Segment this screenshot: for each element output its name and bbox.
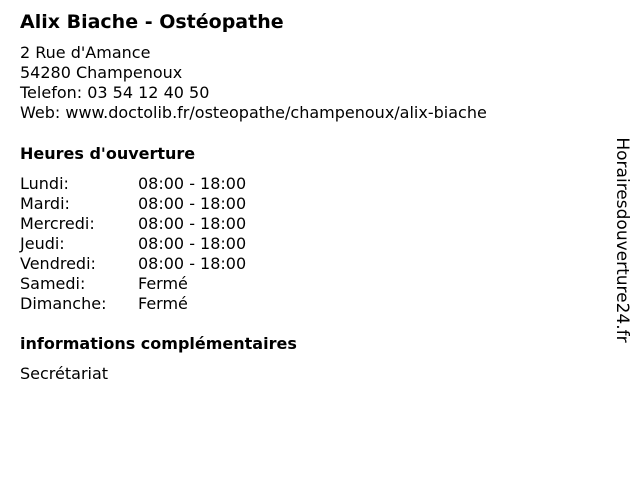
hours-row-wednesday [20,214,246,234]
day-label: Vendredi: [20,254,96,273]
day-label: Mercredi: [20,214,95,233]
hours-value: Fermé [138,274,188,293]
hours-row-friday [20,254,246,274]
hours-value: 08:00 - 18:00 [138,214,247,233]
hours-row-monday [20,174,246,194]
address-block [20,43,487,123]
hours-row-tuesday [20,194,246,214]
hours-value: 08:00 - 18:00 [138,194,247,213]
day-label: Jeudi: [20,234,65,253]
hours-row-saturday [20,274,246,294]
additional-info-text: Secrétariat [20,364,109,383]
hours-value: 08:00 - 18:00 [138,254,247,273]
hours-value: 08:00 - 18:00 [138,234,247,253]
additional-info-heading: informations complémentaires [20,334,297,353]
page-title: Alix Biache - Ostéopathe [20,11,284,33]
day-label: Dimanche: [20,294,107,313]
day-label: Samedi: [20,274,86,293]
website-link[interactable]: Web: www.doctolib.fr/osteopathe/champenoux/alix-biache [20,103,487,122]
site-watermark: Horairesdouverture24.fr [612,137,632,343]
city-postal-code: 54280 Champenoux [20,63,183,82]
opening-hours-list [20,174,246,314]
street-address: 2 Rue d'Amance [20,43,151,62]
day-label: Mardi: [20,194,70,213]
hours-row-sunday [20,294,246,314]
hours-value: Fermé [138,294,188,313]
hours-value: 08:00 - 18:00 [138,174,247,193]
opening-hours-heading: Heures d'ouverture [20,144,196,163]
day-label: Lundi: [20,174,69,193]
phone-number: Telefon: 03 54 12 40 50 [20,83,210,102]
hours-row-thursday [20,234,246,254]
